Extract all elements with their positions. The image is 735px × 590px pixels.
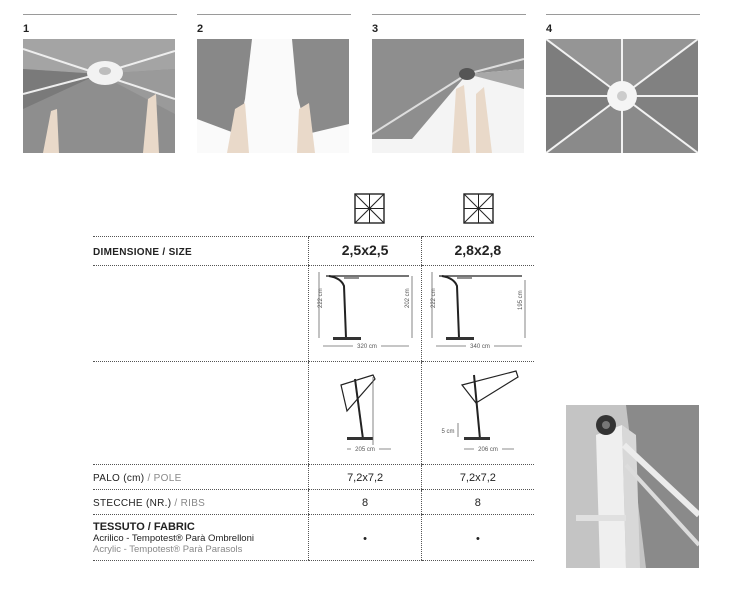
step-number: 1: [23, 23, 30, 35]
hands-pulling-fabric-photo: [197, 39, 349, 153]
size-value: 2,5x2,5: [341, 242, 389, 258]
fabric-row: [93, 515, 534, 561]
fabric-title: TESSUTO / FABRIC: [93, 520, 195, 533]
width-label: 340 cm: [470, 344, 490, 350]
ribs-row: [93, 490, 534, 515]
side-profile-diagram: [311, 266, 419, 356]
pole-label-it: PALO (cm): [93, 473, 145, 484]
offset-label: 5 cm: [441, 428, 455, 435]
fabric-value: •: [363, 532, 368, 545]
size-row: [93, 237, 534, 266]
hands-opening-parasol-hub-photo: [23, 39, 175, 153]
width-label: 206 cm: [478, 446, 498, 453]
tilt-profile-diagram: [311, 363, 419, 459]
step-number: 2: [197, 23, 204, 35]
height-right-label: 195 cm: [517, 290, 524, 310]
ribs-label-en: RIBS: [180, 498, 206, 509]
hands-at-canopy-top-photo: [372, 39, 524, 153]
width-label: 320 cm: [357, 344, 377, 350]
pole-top-joint-detail-photo: [566, 405, 699, 568]
open-canopy-ribs-from-below-photo: [546, 39, 698, 153]
fabric-line-en: Acrylic - Tempotest® Parà Parasols: [93, 543, 243, 555]
step-3: [372, 14, 526, 153]
ribs-label-it: STECCHE (NR.): [93, 498, 172, 509]
pole-value: 7,2x7,2: [459, 472, 496, 484]
tilt-diagram-row: [93, 362, 534, 465]
side-profile-diagram: [424, 266, 532, 356]
ribs-value: 8: [362, 497, 369, 509]
side-diagram-row: [93, 266, 534, 362]
fabric-value: •: [475, 532, 480, 545]
square-canopy-top-view-icon: [354, 193, 385, 224]
height-right-label: 202 cm: [405, 288, 412, 308]
step-number: 3: [372, 23, 379, 35]
pole-label-en: POLE: [153, 473, 182, 484]
spec-table: [93, 236, 534, 561]
tilt-profile-diagram: [424, 363, 532, 459]
ribs-label-sep: /: [171, 498, 181, 509]
width-label: 205 cm: [355, 446, 375, 453]
fabric-line-it: Acrilico - Tempotest® Parà Ombrelloni: [93, 532, 254, 544]
ribs-value: 8: [474, 497, 481, 509]
size-label: DIMENSIONE / SIZE: [93, 247, 193, 258]
step-4: [546, 14, 700, 153]
step-number: 4: [546, 23, 553, 35]
height-left-label: 222 cm: [430, 288, 437, 308]
step-2: [197, 14, 351, 153]
pole-value: 7,2x7,2: [347, 472, 384, 484]
pole-row: [93, 465, 534, 490]
square-canopy-top-view-icon: [463, 193, 494, 224]
step-1: [23, 14, 177, 153]
height-left-label: 222 cm: [318, 288, 325, 308]
pole-label-sep: /: [144, 473, 154, 484]
size-value: 2,8x2,8: [454, 242, 502, 258]
